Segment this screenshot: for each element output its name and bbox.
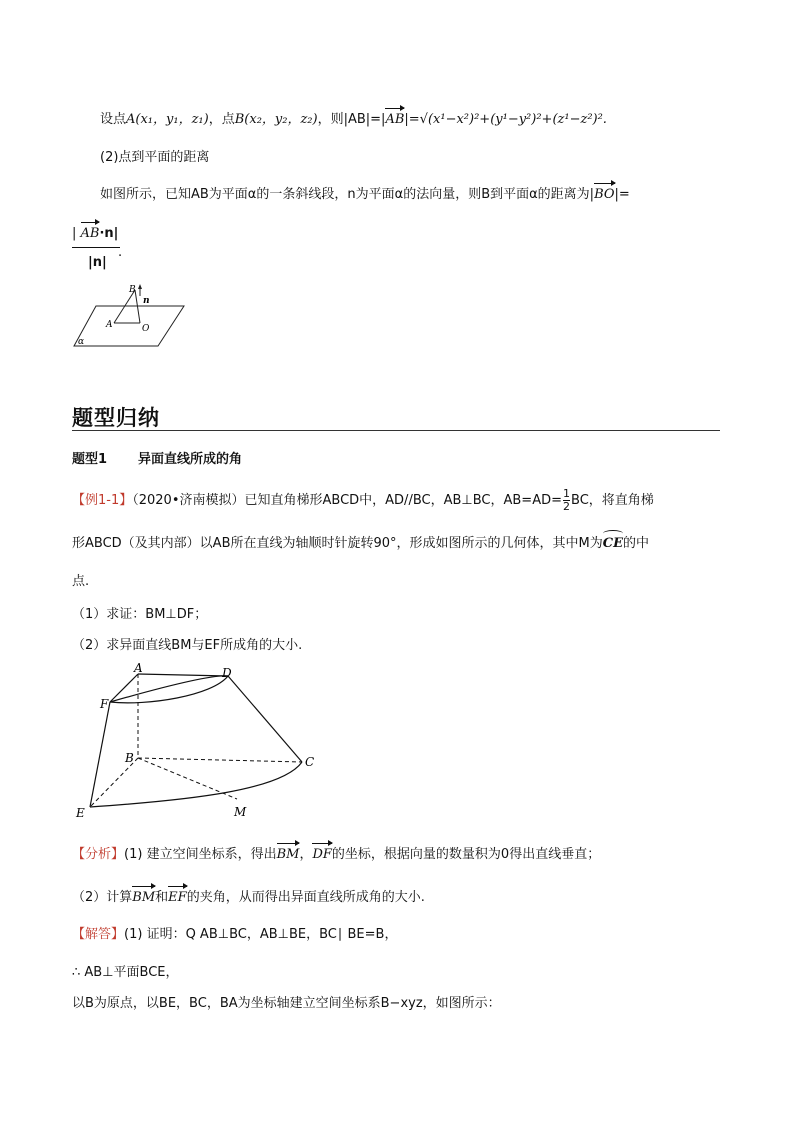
analysis-text-a: (1) 建立空间坐标系，得出 bbox=[124, 847, 277, 862]
fraction-end: . bbox=[118, 245, 123, 260]
formula-prefix: 设点 bbox=[100, 112, 127, 127]
analysis-line2-a: （2）计算 bbox=[72, 890, 133, 905]
segment-bc-dashed bbox=[138, 758, 302, 762]
distance-formula bbox=[100, 108, 607, 127]
question-1: （1）求证：BM⊥DF； bbox=[72, 607, 208, 622]
label-a: A bbox=[106, 320, 113, 330]
vector-df: DF bbox=[312, 847, 332, 862]
vector-bo: BO bbox=[594, 187, 615, 202]
point-plane-line1: 如图所示，已知AB为平面α的一条斜线段，n为平面α的法向量，则B到平面α的距离为| bbox=[100, 187, 595, 202]
point-a: A(x₁，y₁，z₁) bbox=[126, 112, 209, 127]
formula-then: ，则|AB|=| bbox=[317, 112, 386, 127]
example-line2-text: 形ABCD（及其内部）以AB所在直线为轴顺时针旋转90°，形成如图所示的几何体，其中M为 bbox=[72, 536, 603, 551]
solid-label-e: E bbox=[76, 806, 85, 820]
top-arc-back bbox=[110, 676, 228, 702]
label-n: n bbox=[143, 296, 150, 306]
vector-bm: BM bbox=[276, 847, 300, 862]
frac-dot-n: ·n| bbox=[99, 226, 119, 241]
solution-line1 bbox=[72, 923, 397, 942]
analysis-line1 bbox=[72, 843, 600, 862]
vector-ef: EF bbox=[168, 890, 187, 905]
top-arc bbox=[110, 676, 228, 703]
frac-bar-left: | bbox=[72, 226, 77, 241]
example-line3: 点. bbox=[72, 574, 90, 589]
solid-label-d: D bbox=[222, 666, 232, 680]
segment-ad bbox=[138, 674, 228, 676]
normal-arrow-icon bbox=[138, 284, 142, 289]
type-title: 异面直线所成的角 bbox=[138, 452, 243, 467]
arc-ce bbox=[603, 536, 623, 551]
arc-mark bbox=[603, 530, 623, 537]
analysis-text-b: 的坐标，根据向量的数量积为0得出直线垂直； bbox=[331, 847, 601, 862]
segment-fe bbox=[90, 702, 110, 807]
example-text-b: BC，将直角梯 bbox=[571, 493, 654, 508]
analysis-tag: 【分析】 bbox=[72, 847, 125, 862]
distance-fraction-denominator: |n| bbox=[88, 255, 107, 270]
solid-label-a: A bbox=[134, 661, 143, 675]
type-label: 题型1 bbox=[72, 452, 108, 467]
example-line2 bbox=[72, 532, 649, 551]
plane-alpha bbox=[74, 306, 184, 346]
analysis-line2-b: 的夹角，从而得出异面直线所成角的大小. bbox=[186, 890, 425, 905]
label-alpha: α bbox=[78, 337, 85, 347]
solution-line3: 以B为原点，以BE，BC，BA为坐标轴建立空间坐标系B−xyz，如图所示： bbox=[72, 996, 501, 1011]
analysis-line2 bbox=[72, 886, 425, 905]
segment-bm-dashed bbox=[138, 758, 237, 799]
solution-tag: 【解答】 bbox=[72, 927, 125, 942]
point-plane-title: (2)点到平面的距离 bbox=[100, 150, 210, 165]
vector-bm-2: BM bbox=[132, 890, 156, 905]
point-b: B(x₂，y₂，z₂) bbox=[234, 112, 318, 127]
solid-label-c: C bbox=[305, 755, 315, 769]
distance-fraction-numerator bbox=[72, 226, 118, 241]
fraction-line bbox=[72, 247, 120, 248]
formula-rhs: |=√(x¹−x²)²+(y¹−y²)²+(z¹−z²)². bbox=[404, 112, 607, 127]
segment-dc bbox=[228, 676, 302, 762]
solid-label-b: B bbox=[125, 751, 134, 765]
solution-text-1: (1) 证明：Q AB⊥BC，AB⊥BE，BC∣ BE=B， bbox=[124, 927, 398, 942]
label-o: O bbox=[142, 324, 150, 334]
point-plane-text bbox=[100, 183, 630, 202]
vector-ab: AB bbox=[385, 112, 405, 127]
plane-figure bbox=[72, 282, 188, 350]
bottom-arc bbox=[90, 762, 302, 807]
arc-label: CE bbox=[602, 536, 624, 551]
section-title: 题型归纳 bbox=[72, 406, 160, 430]
solid-label-f: F bbox=[100, 697, 109, 711]
half-fraction bbox=[563, 488, 570, 513]
example-line1 bbox=[72, 488, 654, 513]
example-line2-end: 的中 bbox=[623, 536, 650, 551]
solution-line2: ∴ AB⊥平面BCE， bbox=[72, 965, 179, 980]
label-b: B bbox=[129, 285, 136, 295]
question-2: （2）求异面直线BM与EF所成角的大小. bbox=[72, 638, 303, 653]
segment-be-dashed bbox=[90, 758, 138, 807]
point-plane-eq: |= bbox=[614, 187, 630, 202]
section-divider bbox=[72, 430, 720, 431]
half-den: 2 bbox=[563, 500, 570, 513]
example-tag: 【例1-1】 bbox=[72, 493, 133, 508]
frac-vector-ab: AB bbox=[80, 226, 100, 241]
example-text-a: （2020•济南模拟）已知直角梯形ABCD中，AD//BC，AB⊥BC，AB=AD= bbox=[132, 493, 562, 508]
half-num: 1 bbox=[563, 487, 570, 500]
analysis-and: 和 bbox=[155, 890, 169, 905]
solid-figure bbox=[72, 660, 332, 825]
analysis-sep: ， bbox=[299, 847, 313, 862]
solid-label-m: M bbox=[234, 805, 247, 819]
formula-sep: ，点 bbox=[208, 112, 235, 127]
